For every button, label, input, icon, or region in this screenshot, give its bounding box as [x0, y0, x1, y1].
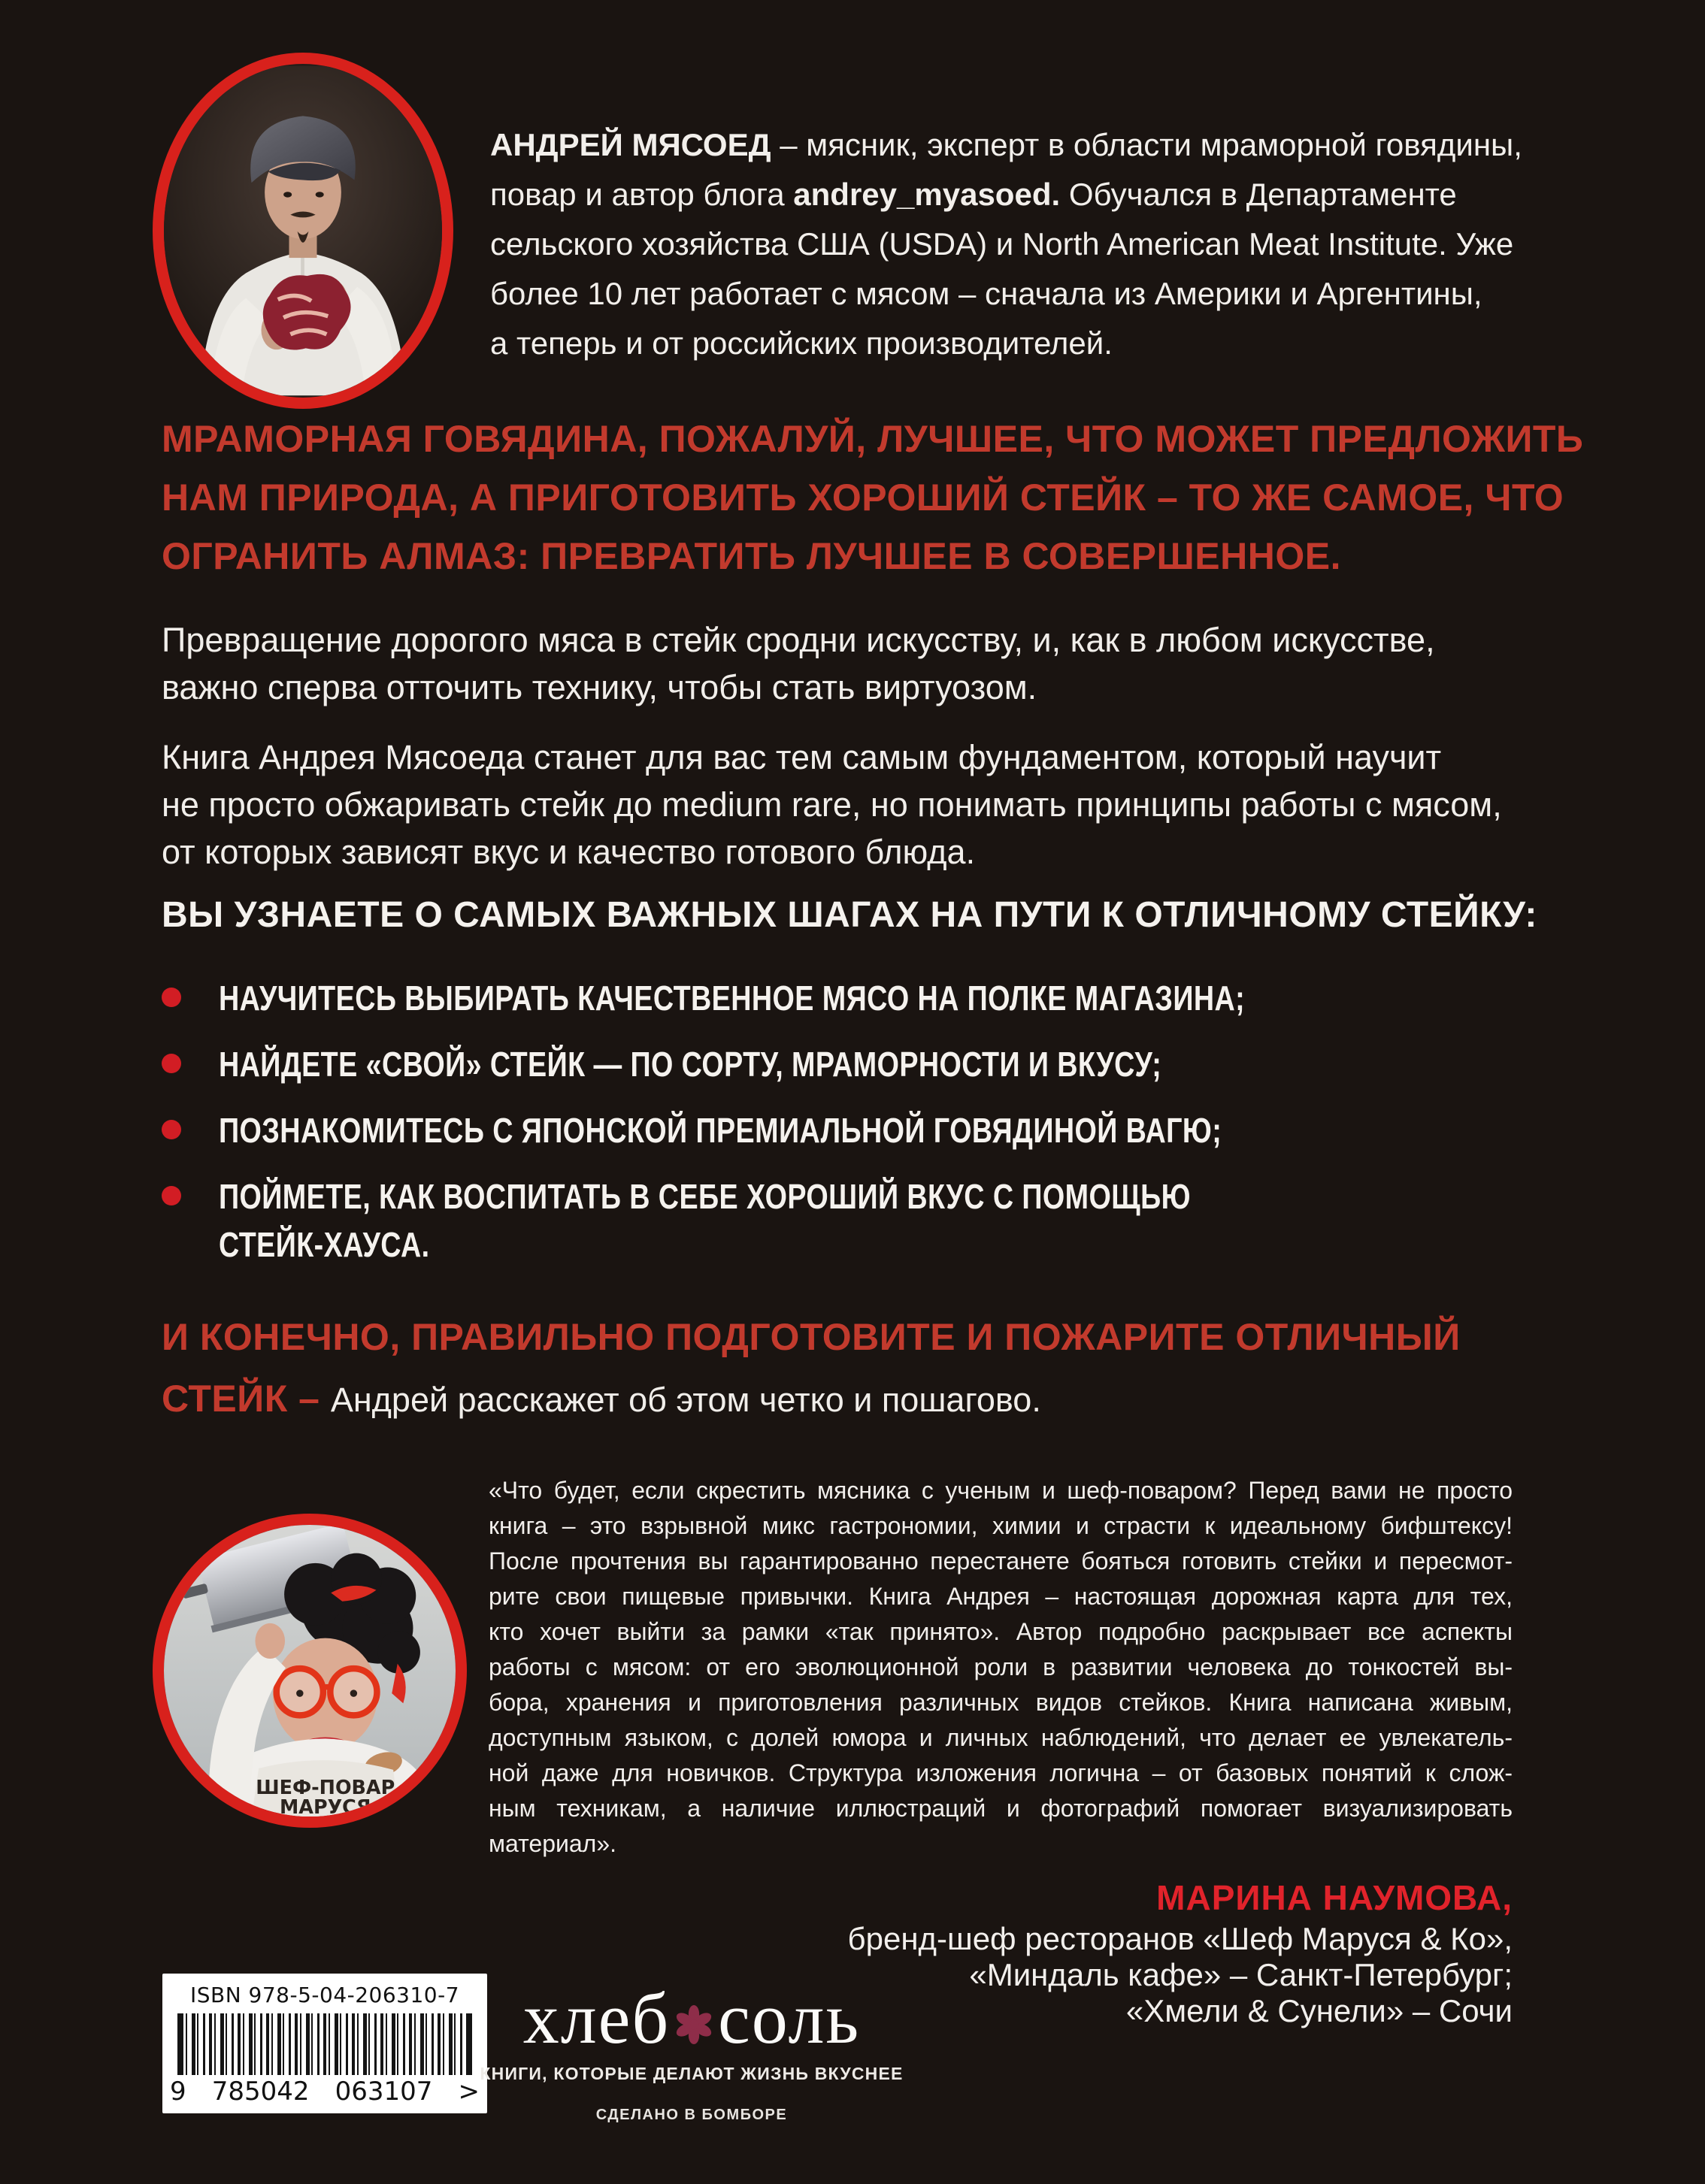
hand-on-pot — [255, 1623, 285, 1659]
bullet-text: НАУЧИТЕСЬ ВЫБИРАТЬ КАЧЕСТВЕННОЕ МЯСО НА ПОЛКЕ МАГАЗИНА; — [219, 979, 1246, 1018]
headline — [162, 410, 1583, 585]
bio-line: сельского хозяйства США (USDA) и North American Meat Institute. Уже — [490, 226, 1514, 262]
attribution-line: «Хмели & Сунели» – Сочи — [1125, 1993, 1513, 2028]
quote-line: книга – это взрывной микс гастрономии, химии и страсти к идеальному бифштексу! — [489, 1512, 1513, 1539]
barcode-digits: 9 785042 063107 > — [170, 2077, 480, 2107]
publisher-logo — [474, 1978, 910, 2058]
publisher-tagline: КНИГИ, КОТОРЫЕ ДЕЛАЮТ ЖИЗНЬ ВКУСНЕЕ — [480, 2064, 904, 2083]
flower-icon — [674, 1983, 713, 2022]
section-heading: ВЫ УЗНАЕТЕ О САМЫХ ВАЖНЫХ ШАГАХ НА ПУТИ К ОТЛИЧНОМУ СТЕЙКУ: — [162, 895, 1537, 935]
para-line: Превращение дорогого мяса в стейк сродни искусству, и, как в любом искусстве, — [162, 621, 1435, 659]
bio-line: более 10 лет работает с мясом – сначала из Америки и Аргентины, — [490, 276, 1482, 311]
conclusion-line: И КОНЕЧНО, ПРАВИЛЬНО ПОДГОТОВИТЕ И ПОЖАРИТЕ ОТЛИЧНЫЙ — [162, 1316, 1461, 1358]
review-quote — [489, 1473, 1513, 1862]
glasses-bridge — [323, 1687, 332, 1689]
blog-handle: andrey_myasoed. — [793, 177, 1061, 212]
author-name: АНДРЕЙ МЯСОЕД — [490, 127, 771, 162]
made-in-bombora: СДЕЛАНО В БОМБОРЕ — [595, 2107, 788, 2123]
quote-line: ным техникам, а наличие иллюстраций и фотографий помогает визуализировать — [489, 1795, 1513, 1822]
conclusion — [162, 1306, 1461, 1439]
isbn-label: ISBN 978-5-04-206310-7 — [189, 1983, 460, 2007]
chef-marusya-illustration — [164, 1525, 456, 1816]
bullet-item — [162, 1040, 1470, 1088]
bullet-dot-icon — [162, 1054, 181, 1073]
attribution-line: «Миндаль кафе» – Санкт-Петербург; — [969, 1957, 1513, 1992]
bullet-dot-icon — [162, 1120, 181, 1139]
para-line: не просто обжаривать стейк до medium rare, но понимать принципы работы с мясом, — [162, 785, 1502, 824]
bullet-dot-icon — [162, 988, 181, 1007]
body-paragraph — [162, 734, 1502, 876]
barcode-bars — [177, 2013, 472, 2075]
left-eye — [283, 192, 292, 197]
apron-text-line2: МАРУСЯ — [280, 1795, 371, 1816]
bio-line: АНДРЕЙ МЯСОЕД – мясник, эксперт в области мраморной говядины, — [490, 127, 1522, 162]
reviewer-name: МАРИНА НАУМОВА, — [1156, 1878, 1513, 1917]
right-eye — [316, 192, 324, 197]
bullet-text: ПОЗНАКОМИТЕСЬ С ЯПОНСКОЙ ПРЕМИАЛЬНОЙ ГОВЯДИНОЙ ВАГЮ; — [219, 1111, 1222, 1150]
para-line: важно сперва отточить технику, чтобы стать виртуозом. — [162, 668, 1037, 706]
headline-line: ОГРАНИТЬ АЛМАЗ: ПРЕВРАТИТЬ ЛУЧШЕЕ В СОВЕРШЕННОЕ. — [162, 535, 1341, 577]
bio-line: повар и автор блога andrey_myasoed. Обучался в Департаменте — [490, 177, 1457, 212]
para-line: Книга Андрея Мясоеда станет для вас тем самым фундаментом, который научит — [162, 738, 1442, 776]
quote-line: материал». — [489, 1830, 617, 1857]
bullet-text: ПОЙМЕТЕ, КАК ВОСПИТАТЬ В СЕБЕ ХОРОШИЙ ВКУС С ПОМОЩЬЮ — [219, 1177, 1191, 1216]
bullet-item — [162, 974, 1470, 1022]
author-bio — [490, 120, 1522, 368]
bullet-dot-icon — [162, 1186, 181, 1205]
bullet-text: СТЕЙК-ХАУСА. — [219, 1225, 430, 1264]
quote-line: рите свои пищевые привычки. Книга Андрея – настоящая дорожная карта для тех, — [489, 1583, 1513, 1610]
quote-line: работы с мясом: от его эволюционной роли в развитии человека до тонкостей вы- — [489, 1653, 1513, 1680]
reviewer-photo — [153, 1514, 467, 1828]
quote-line: доступным языком, с долей юмора и личных наблюдений, что делает ее увлекатель- — [489, 1724, 1513, 1751]
logo-word-bread: хлеб — [522, 1978, 671, 2058]
bullet-list — [162, 974, 1470, 1287]
conclusion-line: СТЕЙК – Андрей расскажет об этом четко и пошагово. — [162, 1378, 1041, 1420]
left-eye — [296, 1689, 303, 1696]
quote-line: кто хочет выйти за рамки «так принято». Автор подробно раскрывает все аспекты — [489, 1618, 1513, 1645]
bullet-item — [162, 1106, 1470, 1154]
bullet-item — [162, 1172, 1470, 1269]
para-line: от которых зависят вкус и качество готового блюда. — [162, 833, 976, 871]
quote-line: «Что будет, если скрестить мясника с ученым и шеф-поваром? Перед вами не просто — [489, 1477, 1513, 1504]
barcode — [162, 1974, 487, 2113]
quote-line: бора, хранения и приготовления различных видов стейков. Книга написана живым, — [489, 1689, 1513, 1716]
bio-line: а теперь и от российских производителей. — [490, 325, 1113, 361]
bullet-text: НАЙДЕТЕ «СВОЙ» СТЕЙК — ПО СОРТУ, МРАМОРНОСТИ И ВКУСУ; — [219, 1045, 1162, 1084]
author-photo — [153, 53, 453, 409]
right-eye — [350, 1689, 357, 1696]
quote-line: ной даже для новичков. Структура изложения логична – от базовых понятий к слож- — [489, 1759, 1513, 1786]
headline-line: НАМ ПРИРОДА, А ПРИГОТОВИТЬ ХОРОШИЙ СТЕЙК – ТО ЖЕ САМОЕ, ЧТО — [162, 476, 1564, 519]
attribution-line: бренд-шеф ресторанов «Шеф Маруся & Ко», — [847, 1921, 1513, 1956]
apron-text-line1: ШЕФ-ПОВАР — [256, 1775, 395, 1798]
barcode-arrow: > — [458, 2077, 480, 2107]
butcher-portrait-illustration — [164, 64, 442, 398]
publisher-block — [474, 1978, 910, 2124]
headline-line: МРАМОРНАЯ ГОВЯДИНА, ПОЖАЛУЙ, ЛУЧШЕЕ, ЧТО МОЖЕТ ПРЕДЛОЖИТЬ — [162, 418, 1584, 460]
body-paragraph — [162, 616, 1435, 711]
quote-line: После прочтения вы гарантированно перестанете бояться готовить стейки и пересмот- — [489, 1547, 1513, 1574]
logo-word-salt: соль — [718, 1978, 861, 2058]
